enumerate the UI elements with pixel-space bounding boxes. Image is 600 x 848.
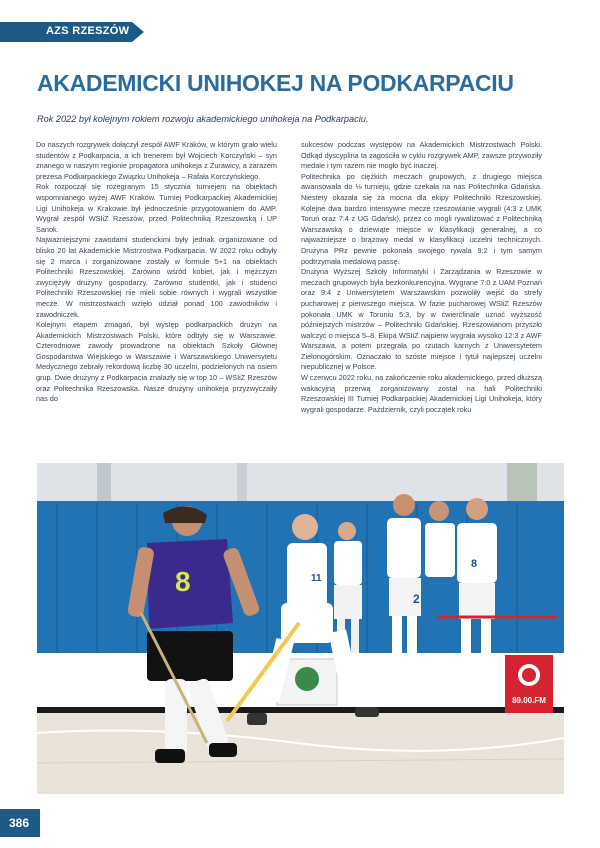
paragraph: Kolejnym etapem zmagań, był występ podkarpackich drużyn na Akademickich Mistrzostwach Polski, które odbyły się w Warszawie. Czterodniowe zawody prowadzone na obiektach Szkoły Głównej Gospodarstwa Wiejskiego w Warszawie i Warszawskiego Uniwersytetu Medycznego zebrały rekordową liczbę 30 uczelni, podzielonych na osiem grup. Dwie drużyny z Podkarpacia znalazły się w top 10 – WSIiZ Rzeszów oraz Politechnika Rzeszowska. Nasze drużyny unihokeja przyzwyczaiły nas do <box>36 320 277 404</box>
paragraph: W czerwcu 2022 roku, na zakończenie roku akademickiego, przed dłuższą wakacyjną przerwą zorganizowany został na hali Politechniki Rzeszowskiej III Turniej Podkarpackiej Akademickiej Ligi Unihokeja, który wygrali gospodarze. Październik, czyli początek roku <box>301 373 542 414</box>
jersey-number: 8 <box>175 566 191 597</box>
text-column-right <box>301 140 542 415</box>
photo-illustration <box>37 463 564 794</box>
jersey-number: 8 <box>471 558 478 570</box>
paragraph: Do naszych rozgrywek dołączył zespół AWF Kraków, w którym grało wielu studentów z Podkarpacia, a ich trenerem był Wojciech Korczyński – syn znanego w naszym regionie propagatora unihokeja z Żurawicy, a zarazem prezesa Podkarpackiego Związku Unihokeja – Rafała Korczyńskiego. <box>36 140 277 181</box>
page-number: 386 <box>9 816 30 830</box>
section-label: AZS RZESZÓW <box>46 25 130 37</box>
page-number-tab <box>0 809 40 837</box>
banner-text: 89.00.FM <box>512 696 546 705</box>
paragraph: Politechnika po ciężkich meczach grupowych, z drugiego miejsca awansowała do ⅛ turnieju, gdzie czekała na nas Politechnika Gdańska. Niestety okazała się za mocna dla ekipy Politechniki Rzeszowskiej. Kolejne dwa bardzo intensywne mecze rzeszowianie wygrali (4:3 z UMK Toruń oraz 7:4 z UG Gdańsk), przez co mogli rywalizować z Politechniką Warszawską o dziewiąte miejsce w klasyfikacji generalnej, a co najważniejsze o brązowy medal w klasyfikacji uczelni technicznych. Drużyna PRz pewnie pokonała swojego rywala 9:2 i tym samym podtrzymała medalową passę. <box>301 171 542 266</box>
paragraph: sukcesów podczas występów na Akademickich Mistrzostwach Polski. Odkąd dyscyplina ta zagościła w cyklu rozgrywek AMP, zawsze przywoziły medale i tym razem nie mogło być inaczej. <box>301 140 542 171</box>
jersey-number: 2 <box>413 592 420 606</box>
section-tab <box>0 22 132 42</box>
article-title: AKADEMICKI UNIHOKEJ NA PODKARPACIU <box>37 70 514 96</box>
paragraph: Rok rozpoczął się rozegranym 15 stycznia turniejem na obiektach wspomnianego wyżej AWF Kraków. Turniej Podkarpackiej Akademickiej Ligi Unihokeja w Krakowie był jednocześnie przygotowaniem do AMP. Wygrał zespół WSIiZ Rzeszów, przed Politechniką Rzeszowską i UP Sanok. <box>36 182 277 234</box>
floorball-photo <box>37 463 564 794</box>
paragraph: Drużyna Wyższej Szkoły Informatyki i Zarządzania w Rzeszowie w meczach grupowych była bezkonkurencyjna. Wygrane 7:0 z UAM Poznań oraz 9:4 z Uniwersytetem Warszawskim pozwoliły wejść do strefy pucharowej z pierwszego miejsca. W fazie pucharowej WSIiZ Rzeszów pokonała UMK w Toruniu 5:3, by w ćwierćfinale uznać wyższość późniejszych mistrzów – Politechniki Gdańskiej. Rzeszowianom przyszło walczyć o miejsca 5–8. Ekipa WSIiZ najpierw wygrała wysoko 12:3 z AWF Warszawa, a potem przegrała po rzutach karnych z Uniwersytetem Zielonogórskim. Oznaczało to szóste miejsce i tytuł najlepszej uczelni niepublicznej w Polsce. <box>301 267 542 372</box>
jersey-number: 11 <box>311 573 322 584</box>
article-lead: Rok 2022 był kolejnym rokiem rozwoju akademickiego unihokeja na Podkarpaciu. <box>37 114 369 124</box>
paragraph: Najważniejszymi zawodami studenckimi były jednak organizowane od blisko 20 lat Akademickie Mistrzostwa Podkarpacia. W 2022 roku odbyły się 2 marca i zorganizowane zostały w formule 5+1 na obiektach Politechniki Rzeszowskiej. Zarówno wśród kobiet, jak i mężczyzn zwyciężyły drużyny gospodarzy. Zarówno studentki, jak i studenci Politechniki Rzeszowskiej nie mieli sobie równych i wygrali wszystkie mecze. W mistrzostwach wzięło udział ponad 100 zawodników i zawodniczek. <box>36 235 277 319</box>
text-column-left <box>36 140 277 405</box>
